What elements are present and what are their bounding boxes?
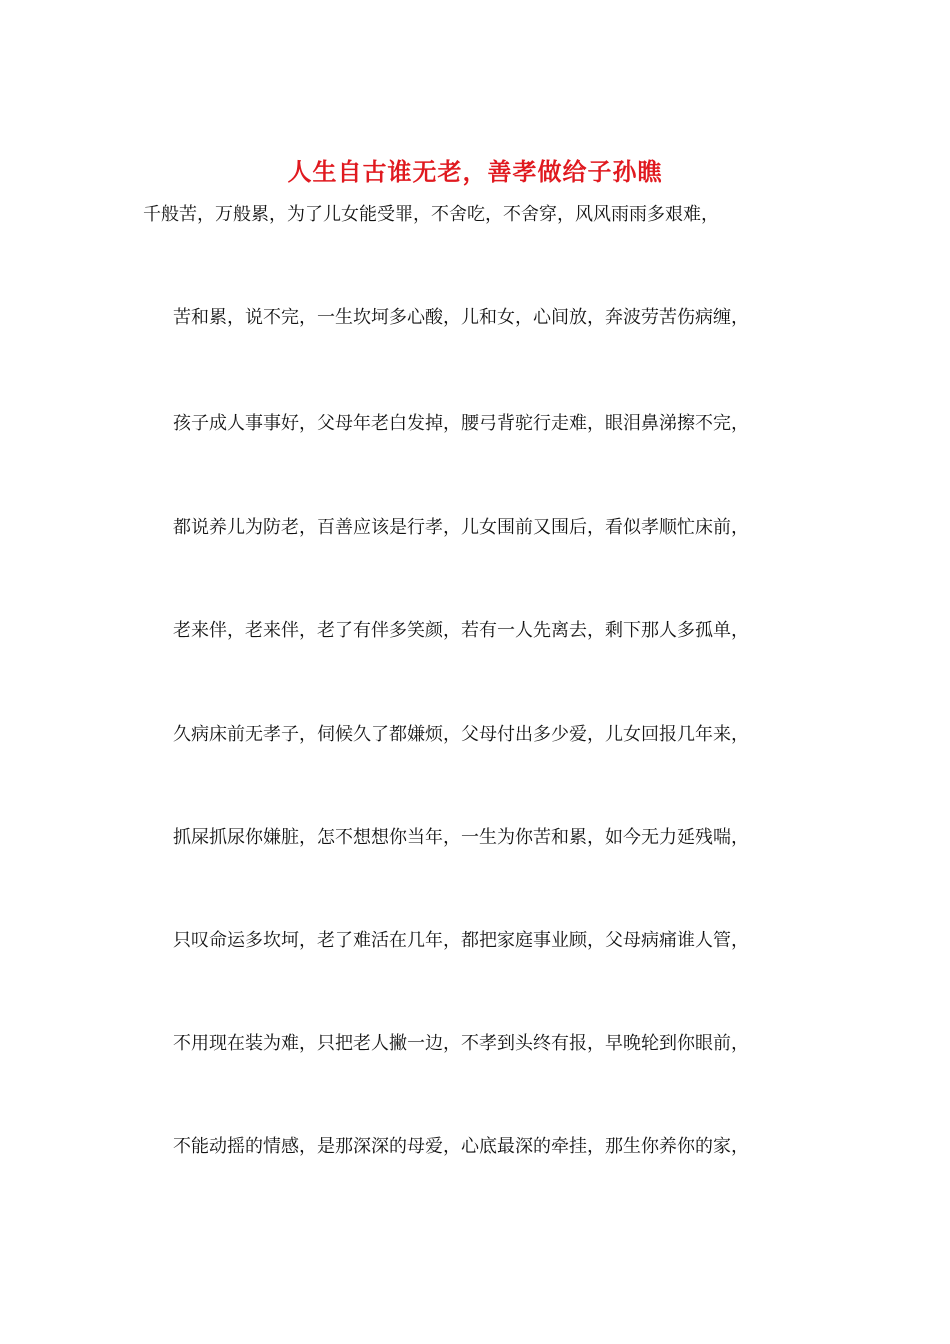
paragraph-line: 千般苦，万般累，为了儿女能受罪，不舍吃，不舍穿，风风雨雨多艰难， [143, 204, 719, 225]
paragraph-line: 苦和累，说不完，一生坎坷多心酸，儿和女，心间放，奔波劳苦伤病缠， [173, 307, 749, 328]
paragraph-line: 抓屎抓尿你嫌脏，怎不想想你当年，一生为你苦和累，如今无力延残喘， [173, 827, 749, 848]
paragraph-line: 老来伴，老来伴，老了有伴多笑颜，若有一人先离去，剩下那人多孤单， [173, 620, 749, 641]
paragraph-line: 不能动摇的情感，是那深深的母爱，心底最深的牵挂，那生你养你的家， [173, 1136, 749, 1157]
document-title: 人生自古谁无老，善孝做给子孙瞧 [287, 158, 663, 186]
paragraph-line: 孩子成人事事好，父母年老白发掉，腰弓背驼行走难，眼泪鼻涕擦不完， [173, 413, 749, 434]
paragraph-line: 不用现在装为难，只把老人撇一边，不孝到头终有报，早晚轮到你眼前， [173, 1033, 749, 1054]
paragraph-line: 久病床前无孝子，伺候久了都嫌烦，父母付出多少爱，儿女回报几年来， [173, 724, 749, 745]
paragraph-line: 都说养儿为防老，百善应该是行孝，儿女围前又围后，看似孝顺忙床前， [173, 517, 749, 538]
paragraph-line: 只叹命运多坎坷，老了难活在几年，都把家庭事业顾，父母病痛谁人管， [173, 930, 749, 951]
